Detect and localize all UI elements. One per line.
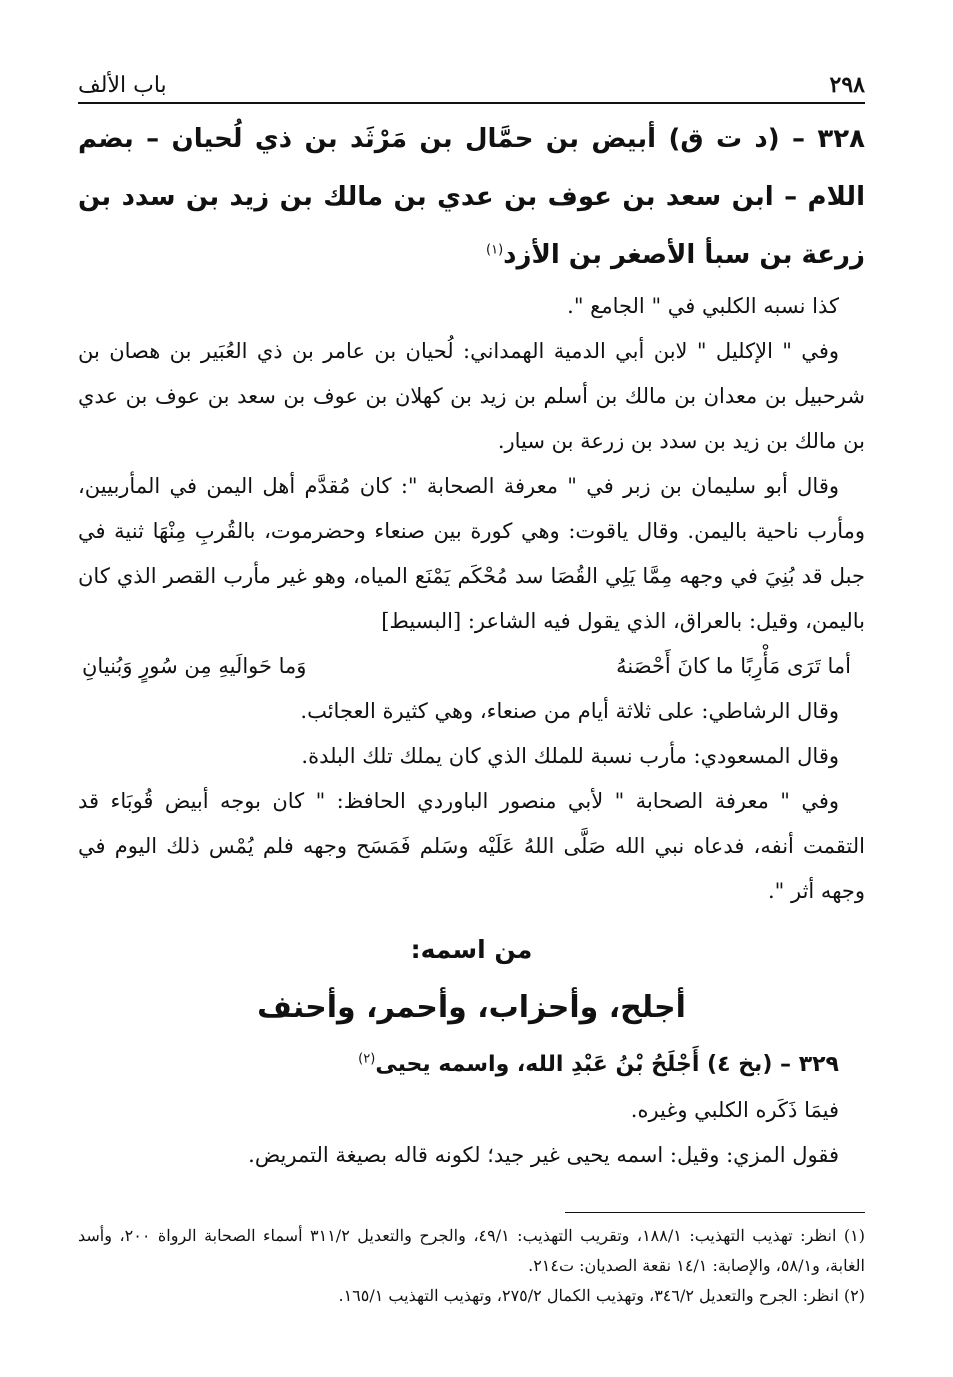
footnote-2: (٢) انظر: الجرح والتعديل ٣٤٦/٢، وتهذيب الكمال ٢٧٥/٢، وتهذيب التهذيب ١٦٥/١. (338, 1286, 865, 1305)
footnote-divider (565, 1212, 865, 1213)
paragraph-4: وقال الرشاطي: على ثلاثة أيام من صنعاء، وهي كثيرة العجائب. (300, 699, 839, 723)
entry-328-title (78, 110, 865, 284)
paragraph-6: وفي " معرفة الصحابة " لأبي منصور الباوردي الحافظ: " كان بوجه أبيض قُوبَاء قد التقمت أنفه، فدعاه نبي الله صَلَّى اللهُ عَلَيْه وسَلم فَمَسَح وجهه فلم يُمْس ذلك اليوم في وجهه أثر ". (78, 789, 865, 903)
paragraph-2: وفي " الإكليل " لابن أبي الدمية الهمداني: لُحيان بن عامر بن ذي العُبَير بن هصان بن شرحبيل بن معدان بن مالك بن أسلم بن زيد بن كهلان بن عوف بن سعد بن عوف بن عدي بن مالك بن زيد بن سدد بن زرعة بن سيار. (78, 339, 865, 453)
section-label: من اسمه: (410, 935, 533, 964)
paragraph-8: فقول المزي: وقيل: اسمه يحيى غير جيد؛ لكونه قاله بصيغة التمريض. (248, 1143, 839, 1167)
chapter-title: باب الألف (78, 73, 167, 98)
page-number: ٢٩٨ (829, 72, 865, 98)
poetry-verse (78, 644, 865, 689)
entry-329-title-text: ٣٢٩ – (بخ ٤) أَجْلَحُ بْنُ عَبْدِ الله، واسمه يحيى (375, 1052, 839, 1077)
footnote-ref-1[interactable]: (١) (486, 242, 504, 258)
verse-first-hemistich: أما تَرَى مَأْرِبًا ما كانَ أَحْصَنهُ (616, 654, 851, 678)
paragraph-1: كذا نسبه الكلبي في " الجامع ". (567, 294, 839, 318)
paragraph-7: فيمَا ذَكَره الكلبي وغيره. (630, 1098, 839, 1122)
paragraph-5: وقال المسعودي: مأرب نسبة للملك الذي كان يملك تلك البلدة. (301, 744, 839, 768)
section-heading: أجلح، وأحزاب، وأحمر، وأحنف (257, 990, 686, 1025)
entry-329-title (78, 1042, 865, 1088)
book-page (78, 60, 865, 1337)
paragraph-3: وقال أبو سليمان بن زبر في " معرفة الصحابة ": كان مُقدَّم أهل اليمن في المأربيين، ومأرب ناحية باليمن. وقال ياقوت: وهي كورة بين صنعاء وحضرموت، بالقُربِ مِنْهَا ثنية في جبل قد بُنِيَ في وجهه مِمَّا يَلِي القُصَا سد مُحْكَم يَمْنَع المياه، وهو غير مأرب القصر الذي كان باليمن، وقيل: بالعراق، الذي يقول فيه الشاعر: [البسيط] (78, 474, 865, 633)
entry-328-title-text: ٣٢٨ – (د ت ق) أبيض بن حمَّال بن مَرْثَد بن ذي لُحيان – بضم اللام – ابن سعد بن عوف بن عدي بن مالك بن زيد بن سدد بن زرعة بن سبأ الأصغر بن الأزد (78, 124, 865, 270)
running-header (78, 60, 865, 104)
footnote-ref-2[interactable]: (٢) (358, 1051, 376, 1067)
verse-second-hemistich: وَما حَوالَيهِ مِن سُورٍ وَبُنيانِ (82, 654, 307, 678)
footnote-1: (١) انظر: تهذيب التهذيب: ١٨٨/١، وتقريب التهذيب: ٤٩/١، والجرح والتعديل ٣١١/٢ أسماء الصحابة الرواة ٢٠٠، وأسد الغابة، و٥٨/١، والإصابة: ١٤/١ نقعة الصديان: ت٢١٤. (78, 1226, 865, 1275)
